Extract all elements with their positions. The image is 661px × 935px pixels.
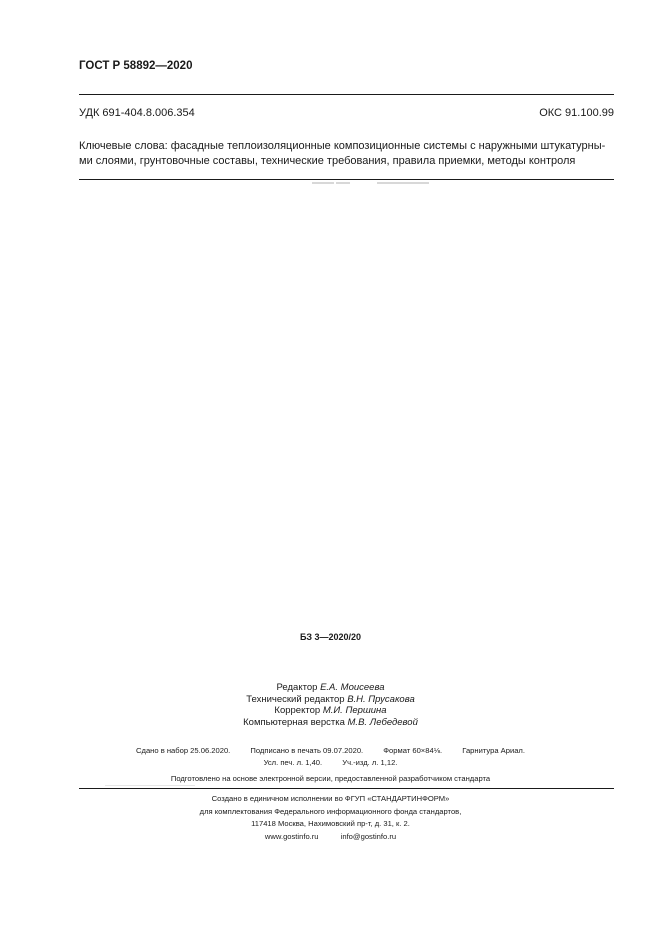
- scan-artifact: [377, 182, 429, 184]
- publisher-block: [0, 793, 661, 843]
- credit-name: М.И. Першина: [322, 705, 387, 716]
- keywords-line-1: Ключевые слова: фасадные теплоизоляционные композиционные системы с наружными штукатурны-: [79, 140, 606, 152]
- credit-editor: [0, 682, 661, 694]
- scan-artifact: [312, 182, 334, 184]
- keywords-divider: [79, 179, 614, 180]
- publisher-line-2: для комплектования Федерального информационного фонда стандартов,: [199, 806, 462, 816]
- scan-artifact: [336, 182, 350, 184]
- print-sheets: Усл. печ. л. 1,40.: [263, 758, 323, 767]
- publisher-sheets: Уч.-изд. л. 1,12.: [342, 758, 398, 767]
- scan-artifact: [105, 785, 195, 786]
- print-info: [0, 745, 661, 769]
- signed-date: Подписано в печать 09.07.2020.: [250, 746, 364, 755]
- publisher-divider: [79, 788, 614, 789]
- credit-proofreader: [0, 705, 661, 717]
- keywords-line-2: ми слоями, грунтовочные составы, технические требования, правила приемки, методы контроля: [79, 155, 576, 167]
- publisher-website-link[interactable]: www.gostinfo.ru: [264, 831, 319, 841]
- editorial-credits: [0, 682, 661, 728]
- paper-format: Формат 60×84⅛.: [383, 746, 443, 755]
- typeset-date: Сдано в набор 25.06.2020.: [136, 746, 231, 755]
- credit-role: Технический редактор: [246, 693, 345, 705]
- print-info-line-2: [0, 757, 661, 769]
- publisher-line-1: Создано в единичном исполнении во ФГУП «СТАНДАРТИНФОРМ»: [211, 794, 450, 803]
- udk-code: УДК 691-404.8.006.354: [79, 107, 195, 119]
- oks-code: ОКС 91.100.99: [539, 107, 614, 119]
- print-info-line-1: [0, 745, 661, 757]
- credit-name: Е.А. Моисеева: [320, 682, 385, 693]
- prepared-note: Подготовлено на основе электронной версии, предоставленной разработчиком стандарта: [170, 774, 491, 783]
- credit-tech-editor: [0, 694, 661, 706]
- publisher-address: 117418 Москва, Нахимовский пр-т, д. 31, к. 2.: [251, 819, 410, 828]
- credit-role: Корректор: [274, 705, 321, 716]
- keywords-block: [79, 139, 614, 169]
- document-code: ГОСТ Р 58892—2020: [79, 60, 193, 72]
- credit-role: Редактор: [276, 682, 318, 693]
- credit-role: Компьютерная верстка: [243, 716, 345, 728]
- credit-name: М.В. Лебедевой: [347, 716, 418, 728]
- credit-name: В.Н. Прусакова: [347, 693, 415, 705]
- typeface: Гарнитура Ариал.: [462, 746, 525, 755]
- bz-number: БЗ 3—2020/20: [299, 632, 362, 642]
- publisher-email-link[interactable]: info@gostinfo.ru: [340, 831, 397, 841]
- credit-layout: [0, 717, 661, 729]
- publisher-contacts: [0, 831, 661, 844]
- header-divider: [79, 94, 614, 95]
